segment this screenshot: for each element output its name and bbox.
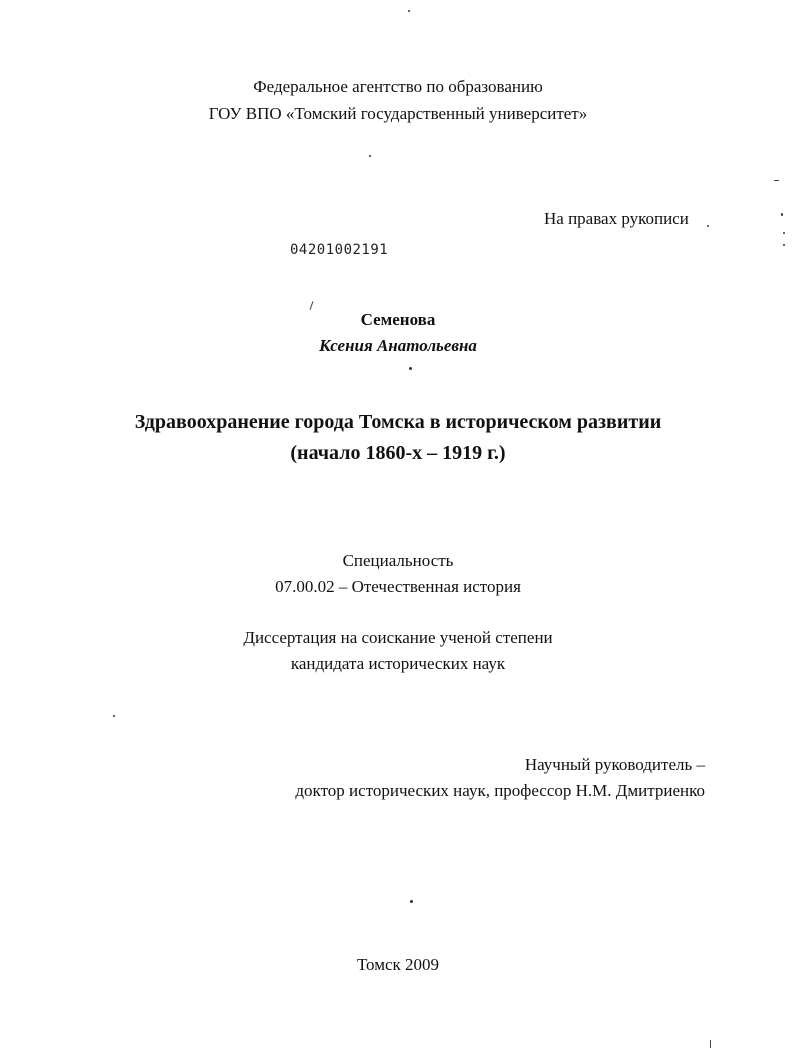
scan-speck xyxy=(707,225,709,227)
author-surname: Семенова xyxy=(360,310,436,329)
scan-speck xyxy=(710,1040,711,1048)
scan-speck xyxy=(408,10,410,12)
manuscript-note: На правах рукописи xyxy=(544,209,689,228)
city-year: Томск 2009 xyxy=(356,955,440,974)
scan-speck xyxy=(410,900,413,903)
scan-speck xyxy=(113,715,115,717)
scan-speck xyxy=(781,213,783,216)
registry-number: 04201002191 xyxy=(290,242,389,258)
scan-speck xyxy=(409,367,412,370)
scan-speck xyxy=(774,180,779,181)
supervisor-label: Научный руководитель – xyxy=(524,755,705,774)
university-name: ГОУ ВПО «Томский государственный университет» xyxy=(208,104,588,123)
agency-name: Федеральное агентство по образованию xyxy=(253,77,543,96)
author-given-names: Ксения Анатольевна xyxy=(319,336,477,355)
degree-line-1: Диссертация на соискание ученой степени xyxy=(243,628,553,647)
degree-line-2: кандидата исторических наук xyxy=(290,654,506,673)
specialty-value: 07.00.02 – Отечественная история xyxy=(275,577,521,596)
dissertation-period: (начало 1860-х – 1919 г.) xyxy=(290,442,506,464)
scan-speck xyxy=(369,155,371,157)
scan-speck xyxy=(783,232,785,234)
scan-speck xyxy=(783,244,785,246)
supervisor-name: доктор исторических наук, профессор Н.М. Дмитриенко xyxy=(295,781,705,800)
dissertation-title: Здравоохранение города Томска в историческом развитии xyxy=(134,411,662,433)
specialty-label: Специальность xyxy=(342,551,454,570)
scan-speck xyxy=(309,301,313,310)
